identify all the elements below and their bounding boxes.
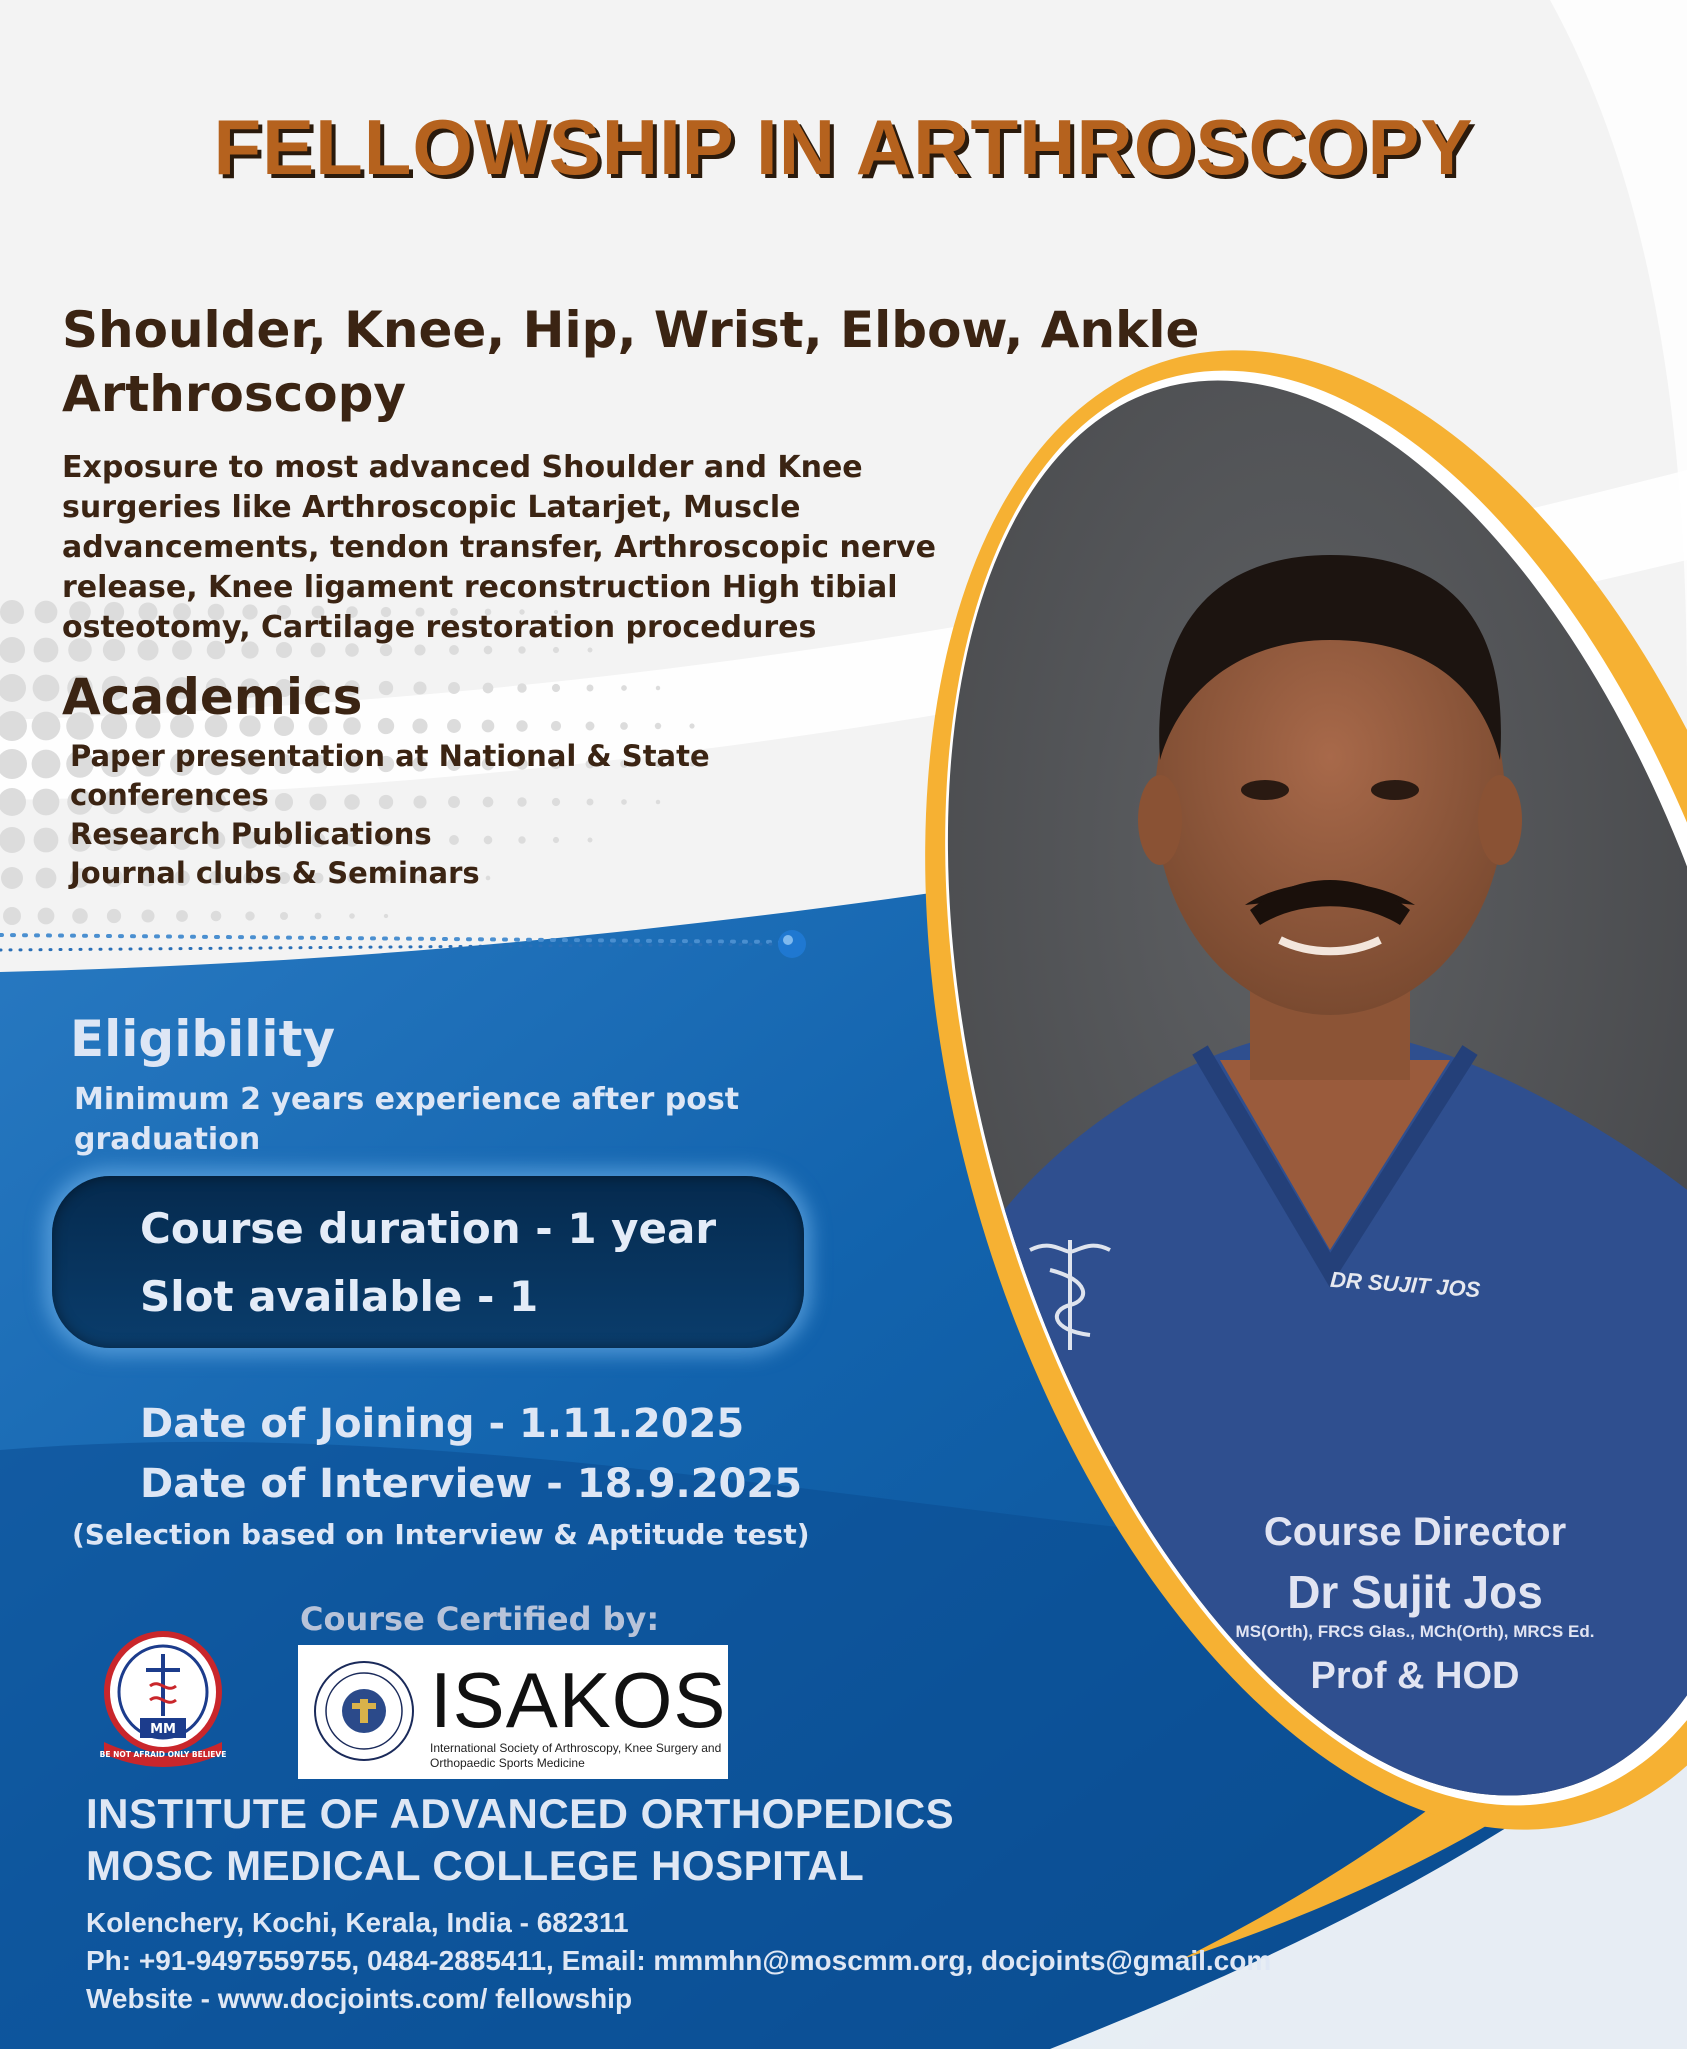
halftone-dot [586,722,595,731]
isakos-full-name: International Society of Arthroscopy, Knee Surgery and Orthopaedic Sports Medicine [430,1741,722,1770]
procedures-subtitle: Shoulder, Knee, Hip, Wrist, Elbow, Ankle Arthroscopy [62,301,1200,423]
address: Kolenchery, Kochi, Kerala, India - 682311 [86,1907,629,1938]
exposure-description: Exposure to most advanced Shoulder and Knee surgeries like Arthroscopic Latarjet, Muscle advancements, tendon transfer, Arthroscopic nerve release, Knee ligament reconstruction High tibial osteotomy, Cartilage restoration procedures [62,450,936,645]
halftone-dot [482,720,495,733]
halftone-dot [0,637,25,663]
selection-note: (Selection based on Interview & Aptitude test) [72,1518,810,1551]
halftone-dot [33,675,60,702]
halftone-dot [245,911,254,920]
key-dates [140,1394,802,1514]
halftone-dot [38,908,55,925]
halftone-dot [315,913,322,920]
halftone-dot [483,683,494,694]
halftone-dot [36,868,57,889]
eligibility-heading: Eligibility [70,1010,336,1068]
halftone-dot [587,685,594,692]
halftone-dot [280,912,288,920]
svg-text:MM: MM [150,1722,176,1737]
halftone-dot [0,827,25,853]
halftone-dot [349,913,355,919]
halftone-dot [141,909,154,922]
halftone-dot [517,683,526,692]
halftone-dot [379,681,393,695]
halftone-dot [1,867,23,889]
svg-text:BE NOT AFRAID ONLY BELIEVE: BE NOT AFRAID ONLY BELIEVE [99,1750,227,1759]
director-name: Dr Sujit Jos [1287,1566,1543,1618]
halftone-dot [211,911,222,922]
institute-name [86,1788,1286,1892]
halftone-dot [620,722,628,730]
halftone-dot [72,908,88,924]
halftone-dot [32,750,61,779]
halftone-dot [655,723,661,729]
college-crest-icon [98,1630,228,1770]
halftone-dot [176,910,188,922]
halftone-dot [34,828,59,853]
halftone-dot [412,718,427,733]
director-role: Course Director [1263,1510,1567,1554]
halftone-dot [588,648,593,653]
list-item: Paper presentation at National & State conferences [70,739,710,812]
halftone-dot [384,914,388,918]
date-of-joining: Date of Joining - 1.11.2025 [140,1401,745,1447]
halftone-dot [689,723,694,728]
list-item: Journal clubs & Seminars [70,856,480,890]
halftone-dot [551,721,561,731]
halftone-dot [447,719,461,733]
isakos-certification-logo [298,1645,728,1779]
scrub-name-tag: DR SUJIT JOS [1329,1266,1482,1303]
halftone-dot [621,685,627,691]
poster-title: FELLOWSHIP IN ARTHROSCOPY [213,103,1474,191]
halftone-dot [35,601,58,624]
course-info-box [52,1176,804,1348]
academics-heading: Academics [62,668,363,726]
isakos-name: ISAKOS [430,1656,727,1744]
certified-by-label: Course Certified by: [300,1600,660,1638]
halftone-dot [448,682,460,694]
halftone-dot [0,600,24,624]
halftone-dot [107,909,121,923]
halftone-dot [33,789,60,816]
halftone-dot [378,718,394,734]
phone-email[interactable]: Ph: +91-9497559755, 0484-2885411, Email: mmmhn@moscmm.org, docjoints@gmail.com [86,1945,1272,1976]
date-of-interview: Date of Interview - 18.9.2025 [140,1461,803,1507]
director-position: Prof & HOD [1310,1655,1520,1697]
institute-line-2: MOSC MEDICAL COLLEGE HOSPITAL [86,1842,865,1889]
halftone-dot [34,638,59,663]
institute-line-1: INSTITUTE OF ADVANCED ORTHOPEDICS [86,1790,955,1837]
halftone-dot [516,720,527,731]
halftone-dot [552,684,560,692]
halftone-dot [413,681,426,694]
course-duration: Course duration - 1 year [140,1204,717,1253]
academics-list [70,737,790,893]
contact-info [86,1904,1646,2018]
eligibility-text: Minimum 2 years experience after post graduation [74,1082,740,1157]
halftone-dot [3,907,21,925]
halftone-dot [656,686,660,690]
isakos-seal-icon [312,1659,416,1763]
website-link[interactable]: Website - www.docjoints.com/ fellowship [86,1983,633,2014]
list-item: Research Publications [70,817,432,851]
slots-available: Slot available - 1 [140,1272,539,1321]
halftone-dot [32,712,61,741]
director-qualifications: MS(Orth), FRCS Glas., MCh(Orth), MRCS Ed. [1235,1622,1595,1641]
